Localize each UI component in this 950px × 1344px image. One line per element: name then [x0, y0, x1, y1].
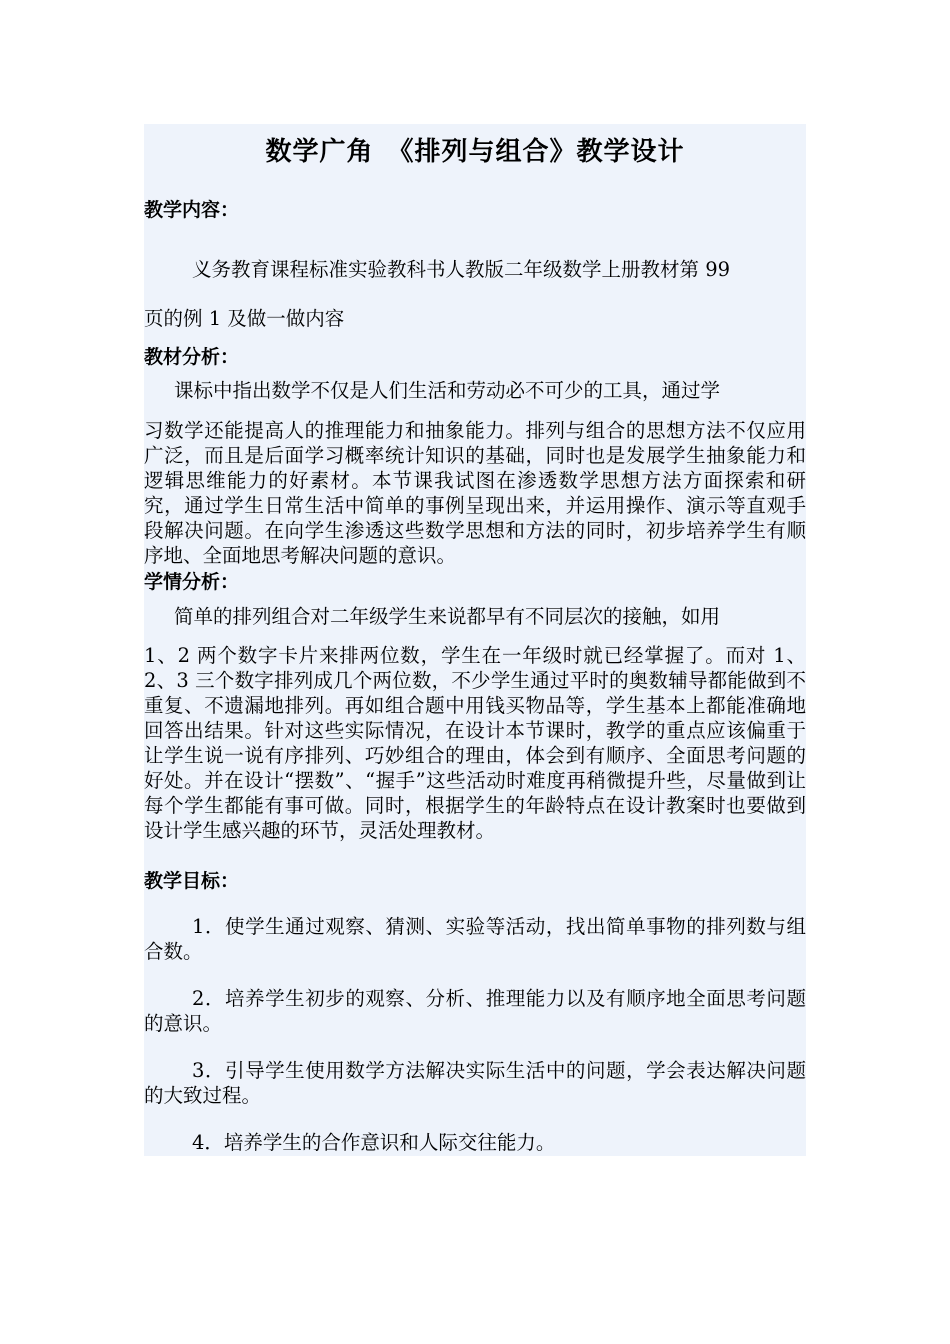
material-paragraph: 习数学还能提高人的推理能力和抽象能力。排列与组合的思想方法不仅应用广泛，而且是后面学习概率统计知识的基础，同时也是发展学生抽象能力和逻辑思维能力的好素材。本节课我试图在渗透数学思想方法方面探索和研究，通过学生日常生活中简单的事例呈现出来，并运用操作、演示等直观手段解决问题。在向学生渗透这些数学思想和方法的同时，初步培养学生有顺序地、全面地思考解决问题的意识。	[144, 419, 806, 567]
goal-item-1: 1．使学生通过观察、猜测、实验等活动，找出简单事物的排列数与组合数。	[144, 915, 806, 963]
heading-student-analysis: 学情分析：	[144, 571, 240, 593]
content-line-2: 页的例 1 及做一做内容	[144, 307, 345, 330]
heading-teaching-content: 教学内容：	[144, 199, 240, 221]
document-title: 数学广角 《排列与组合》教学设计	[265, 137, 685, 167]
material-first-line: 课标中指出数学不仅是人们生活和劳动必不可少的工具，通过学	[174, 379, 721, 402]
students-first-line: 简单的排列组合对二年级学生来说都早有不同层次的接触，如用	[174, 605, 721, 628]
goal-item-2: 2．培养学生初步的观察、分析、推理能力以及有顺序地全面思考问题的意识。	[144, 987, 806, 1035]
heading-teaching-goals: 教学目标：	[144, 870, 240, 892]
heading-material-analysis: 教材分析：	[144, 346, 240, 368]
content-line-1: 义务教育课程标准实验教科书人教版二年级数学上册教材第 99	[192, 258, 731, 281]
goal-item-3: 3．引导学生使用数学方法解决实际生活中的问题，学会表达解决问题的大致过程。	[144, 1059, 806, 1107]
students-paragraph: 1、2 两个数字卡片来排两位数，学生在一年级时就已经掌握了。而对 1、2、3 三个数字排列成几个两位数，不少学生通过平时的奥数辅导都能做到不重复、不遗漏地排列。再如组合题中用钱买物品等，学生基本上都能准确地回答出结果。针对这些实际情况，在设计本节课时，教学的重点应该偏重于让学生说一说有序排列、巧妙组合的理由，体会到有顺序、全面思考问题的好处。并在设计“摆数”、“握手”这些活动时难度再稍微提升些，尽量做到让每个学生都能有事可做。同时，根据学生的年龄特点在设计教案时也要做到设计学生感兴趣的环节，灵活处理教材。	[144, 644, 806, 842]
goal-item-4: 4．培养学生的合作意识和人际交往能力。	[192, 1131, 556, 1154]
